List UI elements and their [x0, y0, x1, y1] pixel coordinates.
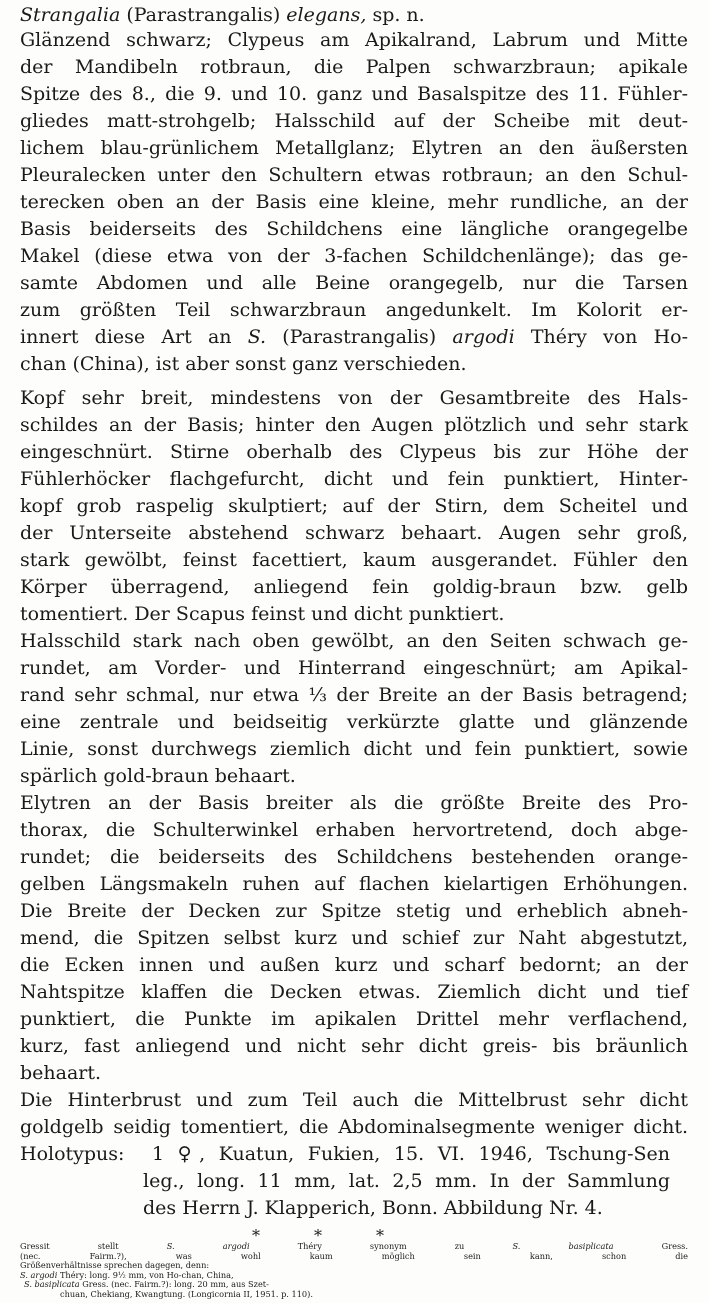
elytra-line: behaart. [20, 1062, 102, 1084]
genus-name: Strangalia [20, 4, 121, 26]
description-line: Pleuralecken unter den Schultern etwas rotbraun; an den Schul- [20, 164, 688, 186]
gressit-line: chuan, Chekiang, Kwangtung. (Longicornia II, 1951. p. 110). [60, 1288, 313, 1299]
head-line: eingeschnürt. Stirne oberhalb des Clypeus bis zur Höhe der [20, 441, 688, 463]
comparison-line: innert diese Art an S. (Parastrangalis) argodi Théry von Ho- [20, 326, 689, 348]
description-line: chan (China), ist aber sonst ganz verschieden. [20, 353, 467, 375]
elytra-line: gelben Längsmakeln ruhen auf flachen kielartigen Erhöhungen. [20, 873, 688, 895]
description-line: Basis beiderseits des Schildchens eine längliche orangegelbe [20, 218, 688, 240]
description-line: terecken oben an der Basis eine kleine, mehr rundliche, an der [20, 191, 688, 213]
elytra-line: mend, die Spitzen selbst kurz und schief zur Naht abgestutzt, [20, 927, 688, 949]
head-line: Fühlerhöcker flachgefurcht, dicht und fein punktiert, Hinter- [20, 468, 688, 490]
prothorax-line: eine zentrale und beidseitig verkürzte glatte und glänzende [20, 711, 688, 733]
head-line: der Unterseite abstehend schwarz behaart. Augen sehr groß, [20, 522, 688, 544]
gressit-line: Gressit stellt S. argodi Théry synonym zu S. basiplicata Gress. [20, 1242, 688, 1251]
elytra-line: kurz, fast anliegend und nicht sehr dicht greis- bis bräunlich [20, 1035, 688, 1057]
elytra-line: Die Breite der Decken zur Spitze stetig und erheblich abneh- [20, 900, 688, 922]
compare-species: argodi [452, 326, 515, 348]
elytra-line: Elytren an der Basis breiter als die größte Breite des Pro- [20, 792, 688, 814]
separator-star: * [314, 1226, 322, 1245]
prothorax-line: rundet, am Vorder- und Hinterrand eingeschnürt; am Apikal- [20, 657, 688, 679]
separator-star: * [252, 1226, 260, 1245]
description-line: zum größten Teil schwarzbraun angedunkelt. Im Kolorit er- [20, 299, 688, 321]
head-line: Kopf sehr breit, mindestens von der Gesamtbreite des Hals- [20, 387, 688, 409]
holotype-line: leg., long. 11 mm, lat. 2,5 mm. In der Sammlung [143, 1170, 670, 1192]
elytra-line: die Ecken innen und außen kurz und scharf bedornt; an der [20, 954, 688, 976]
separator-star: * [376, 1226, 384, 1245]
head-line: stark gewölbt, feinst facettiert, kaum ausgerandet. Fühler den [20, 549, 688, 571]
description-line: Spitze des 8., die 9. und 10. ganz und Basalspitze des 11. Fühler- [20, 83, 688, 105]
head-line: tomentiert. Der Scapus feinst und dicht punktiert. [20, 603, 505, 625]
description-line: Glänzend schwarz; Clypeus am Apikalrand, Labrum und Mitte [20, 29, 688, 51]
species-heading [20, 2, 688, 29]
ventral-line: goldgelb seidig tomentiert, die Abdominalsegmente weniger dicht. [20, 1116, 688, 1138]
description-line: gliedes matt-strohgelb; Halsschild auf der Scheibe mit deut- [20, 110, 688, 132]
holotype-label: Holotypus: [20, 1143, 125, 1165]
elytra-line: thorax, die Schulterwinkel erhaben hervortretend, doch abge- [20, 819, 688, 841]
prothorax-line: rand sehr schmal, nur etwa ⅓ der Breite an der Basis betragend; [20, 684, 688, 706]
gressit-line: (nec. Fairm.?), was wohl kaum möglich sein kann, schon die [20, 1250, 688, 1261]
gressit-line: Größenverhältnisse sprechen dagegen, denn: [20, 1260, 210, 1271]
description-line: samte Abdomen und alle Beine orangegelb, nur die Tarsen [20, 272, 688, 294]
section-separator [0, 1222, 709, 1245]
description-line: lichem blau-grünlichem Metallglanz; Elytren an den äußersten [20, 137, 688, 159]
ventral-line: Die Hinterbrust und zum Teil auch die Mittelbrust sehr dicht [20, 1089, 688, 1111]
elytra-line: Nahtspitze klaffen die Decken etwas. Ziemlich dicht und tief [20, 981, 688, 1003]
elytra-line: rundet; die beiderseits des Schildchens bestehenden orange- [20, 846, 688, 868]
compare-genus: S. [247, 326, 267, 348]
head-line: schildes an der Basis; hinter den Augen plötzlich und sehr stark [20, 414, 688, 436]
gressit-line: S. basiplicata Gress. (nec. Fairm.?): long. 20 mm, aus Szet- [24, 1279, 269, 1290]
prothorax-line: Linie, sonst durchwegs ziemlich dicht und fein punktiert, sowie [20, 738, 688, 760]
gressit-paragraph [20, 1242, 688, 1300]
prothorax-line: Halsschild stark nach oben gewölbt, an den Seiten schwach ge- [20, 630, 688, 652]
head-line: Körper überragend, anliegend fein goldig-braun bzw. gelb [20, 576, 688, 598]
holotype-line: des Herrn J. Klapperich, Bonn. Abbildung Nr. 4. [143, 1197, 603, 1219]
head-line: kopf grob raspelig skulptiert; auf der Stirn, dem Scheitel und [20, 495, 688, 517]
description-line: Makel (diese etwa von der 3-fachen Schildchenlänge); das ge- [20, 245, 688, 267]
species-name: elegans, [286, 4, 367, 26]
prothorax-line: spärlich gold-braun behaart. [20, 765, 296, 787]
gressit-section [0, 1242, 709, 1303]
new-species-tag: sp. n. [372, 4, 425, 26]
description-line: der Mandibeln rotbraun, die Palpen schwarzbraun; apikale [20, 56, 688, 78]
gressit-line: S. argodi Théry: long. 9½ mm, von Ho-chan, China, [20, 1269, 234, 1280]
elytra-line: punktiert, die Punkte im apikalen Drittel mehr verflachend, [20, 1008, 688, 1030]
holotype-line: 1 ♀, Kuatun, Fukien, 15. VI. 1946, Tschung-Sen [152, 1143, 670, 1165]
subgenus-name: (Parastrangalis) [126, 4, 281, 26]
